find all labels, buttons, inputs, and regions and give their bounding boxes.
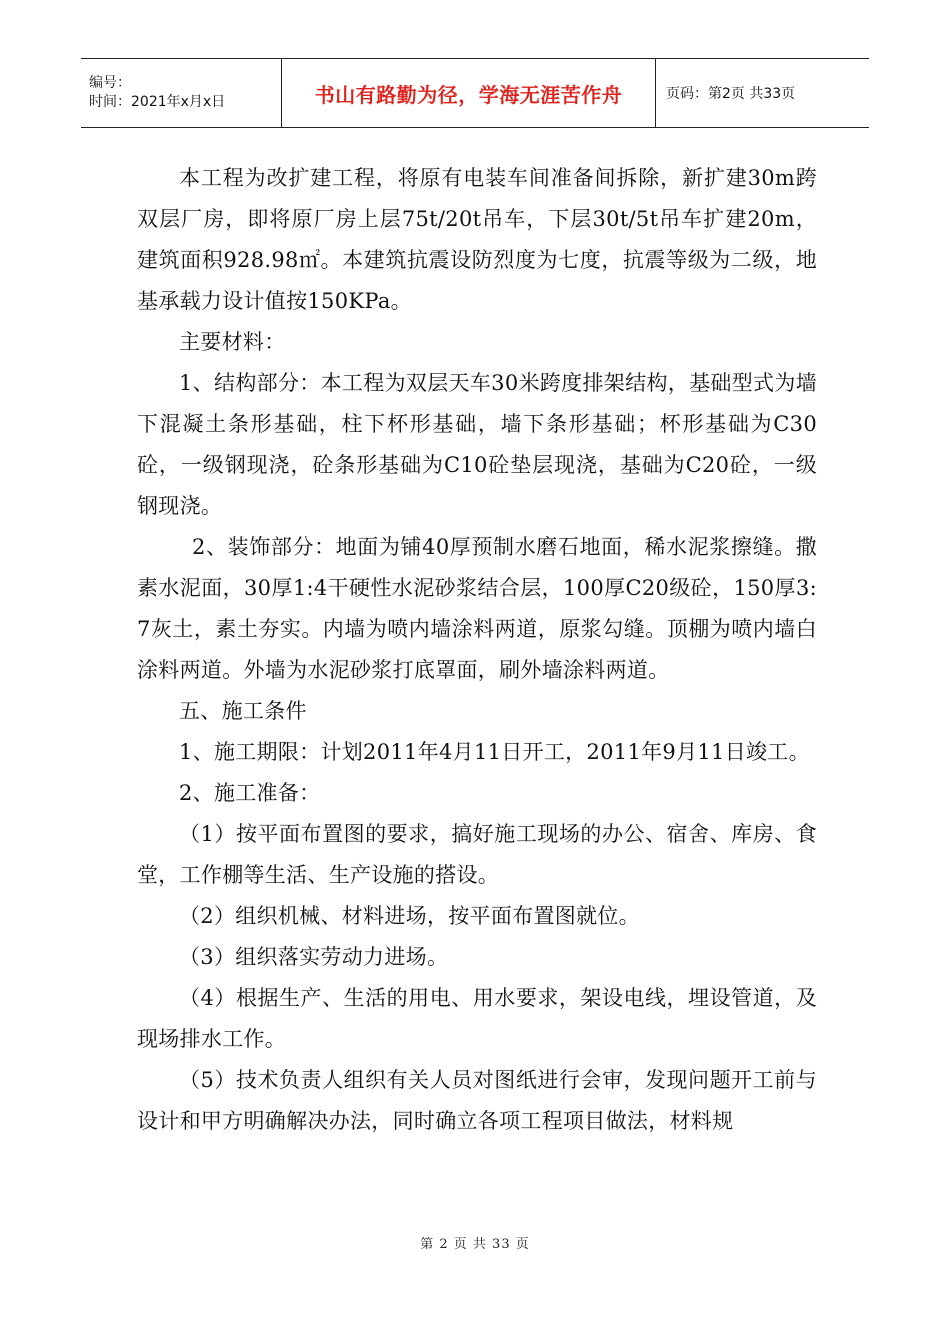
paragraph-construction-period: 1、施工期限：计划2011年4月11日开工，2011年9月11日竣工。 [179, 740, 810, 764]
header-page-info [656, 59, 869, 127]
motto-text: 书山有路勤为径，学海无涯苦作舟 [314, 82, 623, 107]
document-body [137, 158, 817, 1142]
list-item-2: （2）组织机械、材料进场，按平面布置图就位。 [179, 904, 640, 928]
paragraph-project-overview: 本工程为改扩建工程，将原有电装车间准备间拆除，新扩建30m跨双层厂房，即将原厂房上层75t/20t吊车，下层30t/5t吊车扩建20m，建筑面积928.98㎡。本建筑抗震设防烈度为七度，抗震等级为二级，地基承载力设计值按150KPa。 [137, 166, 817, 313]
paragraph-structure: 1、结构部分：本工程为双层天车30米跨度排架结构，基础型式为墙下混凝土条形基础，柱下杯形基础，墙下条形基础；杯形基础为C30砼，一级钢现浇，砼条形基础为C10砼垫层现浇，基础为C20砼，一级钢现浇。 [137, 371, 817, 518]
document-time: 时间：2021年x月x日 [89, 94, 226, 110]
list-item-3: （3）组织落实劳动力进场。 [179, 945, 449, 969]
paragraph-materials-heading: 主要材料： [179, 330, 286, 354]
section-heading-construction-conditions: 五、施工条件 [179, 699, 307, 723]
paragraph-decoration: 2、装饰部分：地面为铺40厚预制水磨石地面，稀水泥浆擦缝。撒素水泥面，30厚1:4干硬性水泥砂浆结合层，100厚C20级砼，150厚3:7灰土，素土夯实。内墙为喷内墙涂料两道，原浆勾缝。顶棚为喷内墙白涂料两道。外墙为水泥砂浆打底罩面，刷外墙涂料两道。 [137, 535, 817, 682]
paragraph-preparation-heading: 2、施工准备： [179, 781, 321, 805]
list-item-1: （1）按平面布置图的要求，搞好施工现场的办公、宿舍、库房、食堂，工作棚等生活、生产设施的搭设。 [137, 822, 817, 887]
page-info-text: 页码：第2页 共33页 [666, 86, 796, 102]
document-number-label: 编号： [89, 75, 131, 91]
document-header [81, 58, 869, 128]
footer-page-number: 第 2 页 共 33 页 [420, 1237, 530, 1252]
list-item-4: （4）根据生产、生活的用电、用水要求，架设电线，埋设管道，及现场排水工作。 [137, 986, 817, 1051]
page-footer [0, 1233, 950, 1252]
header-motto [281, 59, 656, 127]
list-item-5: （5）技术负责人组织有关人员对图纸进行会审，发现问题开工前与设计和甲方明确解决办法，同时确立各项工程项目做法，材料规 [137, 1068, 817, 1133]
header-meta [81, 59, 281, 127]
